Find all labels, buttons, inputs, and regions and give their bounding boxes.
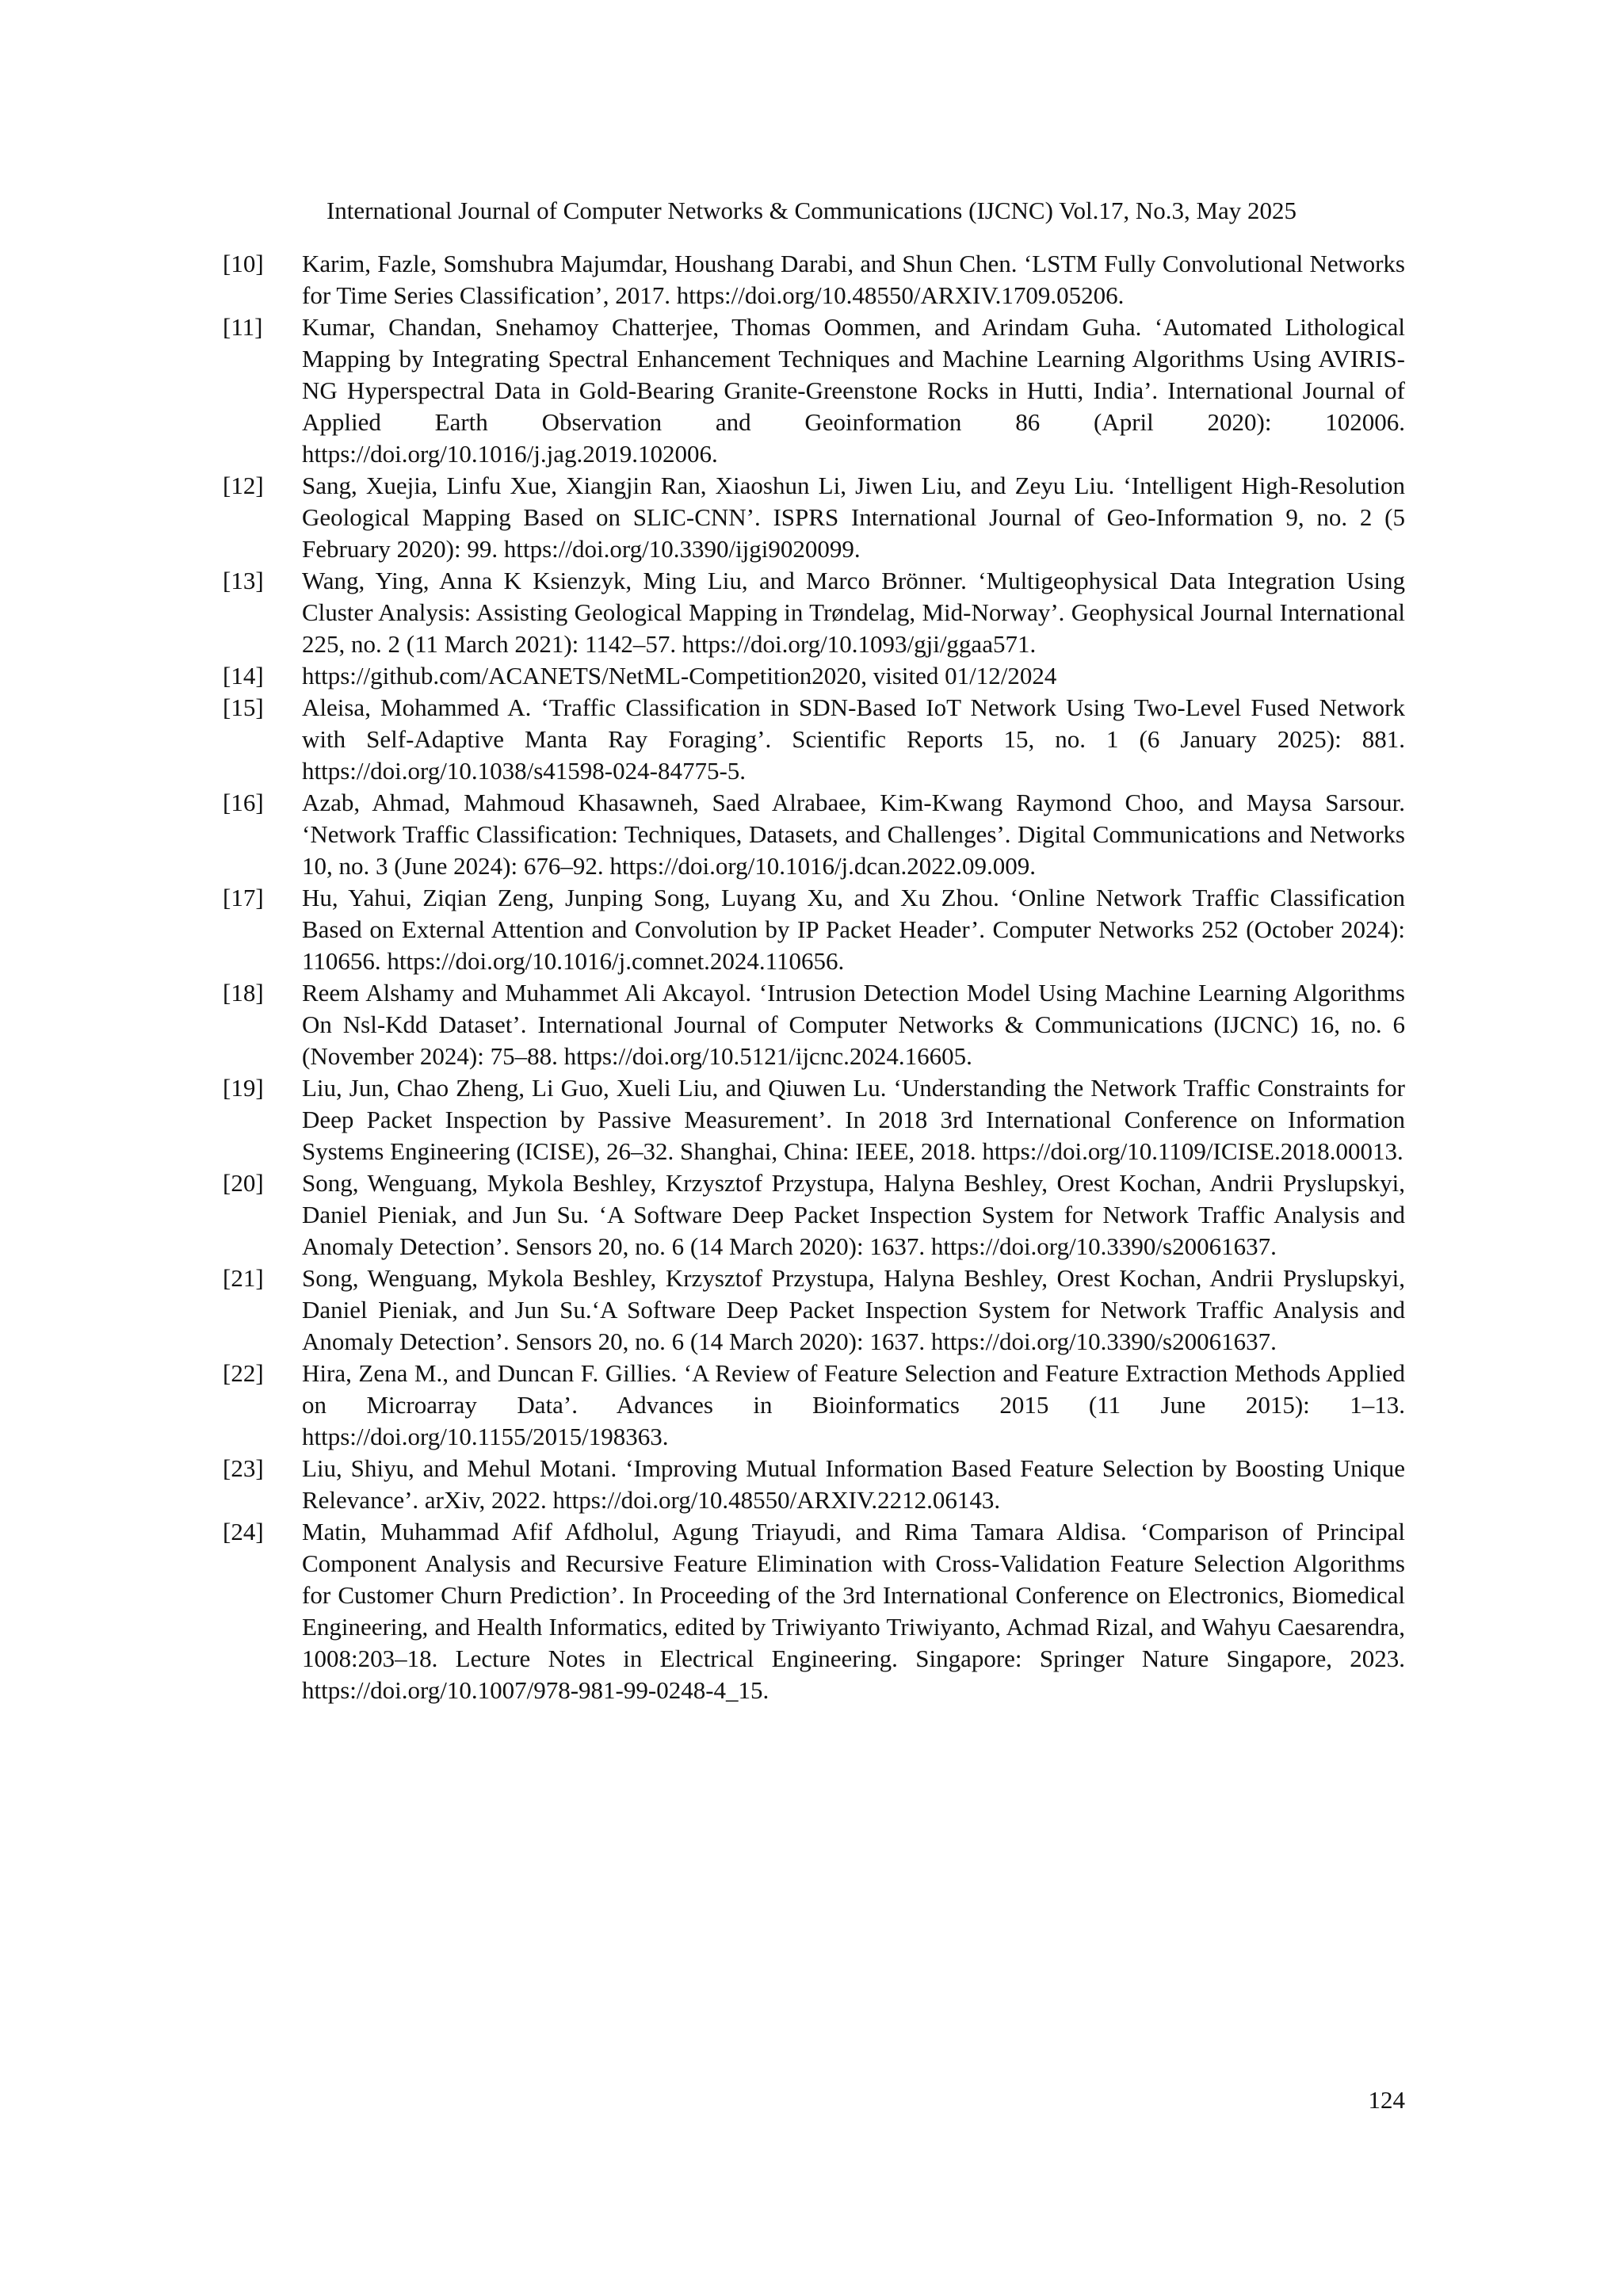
- reference-text: Karim, Fazle, Somshubra Majumdar, Houshang Darabi, and Shun Chen. ‘LSTM Fully Convolutional Networks for Time Series Classification’, 2017. https://doi.org/10.48550/ARXIV.1709.05206.: [302, 250, 1405, 309]
- reference-item: [223, 311, 1405, 470]
- reference-number: [20]: [223, 1169, 264, 1197]
- reference-number: [12]: [223, 472, 264, 499]
- reference-number: [21]: [223, 1264, 264, 1292]
- reference-text: Song, Wenguang, Mykola Beshley, Krzysztof Przystupa, Halyna Beshley, Orest Kochan, Andrii Pryslupskyi, Daniel Pieniak, and Jun Su.‘A Software Deep Packet Inspection System for Network Traffic Analysis and Anomaly Detection’. Sensors 20, no. 6 (14 March 2020): 1637. https://doi.org/10.3390/s20061637.: [302, 1264, 1405, 1355]
- reference-text: Hira, Zena M., and Duncan F. Gillies. ‘A Review of Feature Selection and Feature Extraction Methods Applied on Microarray Data’. Advances in Bioinformatics 2015 (11 June 2015): 1–13. https://doi.org/10.1155/2015/198363.: [302, 1359, 1405, 1450]
- reference-item: [223, 977, 1405, 1072]
- reference-text: Hu, Yahui, Ziqian Zeng, Junping Song, Luyang Xu, and Xu Zhou. ‘Online Network Traffic Classification Based on External Attention and Convolution by IP Packet Header’. Computer Networks 252 (October 2024): 110656. https://doi.org/10.1016/j.comnet.2024.110656.: [302, 884, 1405, 975]
- reference-item: [223, 1263, 1405, 1358]
- reference-text: Matin, Muhammad Afif Afdholul, Agung Triayudi, and Rima Tamara Aldisa. ‘Comparison of Principal Component Analysis and Recursive Feature Elimination with Cross-Validation Feature Selection Algorithms for Customer Churn Prediction’. In Proceeding of the 3rd International Conference on Electronics, Biomedical Engineering, and Health Informatics, edited by Triwiyanto Triwiyanto, Achmad Rizal, and Wahyu Caesarendra, 1008:203–18. Lecture Notes in Electrical Engineering. Singapore: Springer Nature Singapore, 2023. https://doi.org/10.1007/978-981-99-0248-4_15.: [302, 1518, 1405, 1704]
- page-number: 124: [1368, 2086, 1405, 2114]
- reference-text: Azab, Ahmad, Mahmoud Khasawneh, Saed Alrabaee, Kim-Kwang Raymond Choo, and Maysa Sarsour. ‘Network Traffic Classification: Techniques, Datasets, and Challenges’. Digital Communications and Networks 10, no. 3 (June 2024): 676–92. https://doi.org/10.1016/j.dcan.2022.09.009.: [302, 789, 1405, 880]
- reference-item: [223, 1516, 1405, 1706]
- reference-item: [223, 1453, 1405, 1516]
- reference-text: Liu, Shiyu, and Mehul Motani. ‘Improving Mutual Information Based Feature Selection by Boosting Unique Relevance’. arXiv, 2022. https://doi.org/10.48550/ARXIV.2212.06143.: [302, 1454, 1405, 1514]
- reference-number: [17]: [223, 884, 264, 911]
- reference-item: [223, 565, 1405, 660]
- reference-text: Aleisa, Mohammed A. ‘Traffic Classification in SDN-Based IoT Network Using Two-Level Fused Network with Self-Adaptive Manta Ray Foraging’. Scientific Reports 15, no. 1 (6 January 2025): 881. https://doi.org/10.1038/s41598-024-84775-5.: [302, 693, 1405, 785]
- reference-item: [223, 692, 1405, 787]
- reference-number: [19]: [223, 1074, 264, 1102]
- reference-item: [223, 1358, 1405, 1453]
- reference-item: [223, 660, 1405, 692]
- reference-number: [16]: [223, 789, 264, 816]
- reference-number: [23]: [223, 1454, 264, 1482]
- reference-number: [13]: [223, 567, 264, 594]
- reference-number: [15]: [223, 693, 264, 721]
- reference-item: [223, 470, 1405, 565]
- reference-number: [14]: [223, 662, 264, 690]
- reference-text: Sang, Xuejia, Linfu Xue, Xiangjin Ran, Xiaoshun Li, Jiwen Liu, and Zeyu Liu. ‘Intelligent High-Resolution Geological Mapping Based on SLIC-CNN’. ISPRS International Journal of Geo-Information 9, no. 2 (5 February 2020): 99. https://doi.org/10.3390/ijgi9020099.: [302, 472, 1405, 563]
- reference-number: [10]: [223, 250, 264, 277]
- reference-number: [11]: [223, 313, 263, 341]
- reference-text: Reem Alshamy and Muhammet Ali Akcayol. ‘Intrusion Detection Model Using Machine Learning Algorithms On Nsl-Kdd Dataset’. International Journal of Computer Networks & Communications (IJCNC) 16, no. 6 (November 2024): 75–88. https://doi.org/10.5121/ijcnc.2024.16605.: [302, 979, 1405, 1070]
- reference-number: [24]: [223, 1518, 264, 1545]
- reference-number: [18]: [223, 979, 264, 1007]
- reference-list: [223, 248, 1405, 1706]
- reference-text: Liu, Jun, Chao Zheng, Li Guo, Xueli Liu, and Qiuwen Lu. ‘Understanding the Network Traffic Constraints for Deep Packet Inspection by Passive Measurement’. In 2018 3rd International Conference on Information Systems Engineering (ICISE), 26–32. Shanghai, China: IEEE, 2018. https://doi.org/10.1109/ICISE.2018.00013.: [302, 1074, 1405, 1165]
- reference-text: Wang, Ying, Anna K Ksienzyk, Ming Liu, and Marco Brönner. ‘Multigeophysical Data Integration Using Cluster Analysis: Assisting Geological Mapping in Trøndelag, Mid-Norway’. Geophysical Journal International 225, no. 2 (11 March 2021): 1142–57. https://doi.org/10.1093/gji/ggaa571.: [302, 567, 1405, 658]
- reference-item: [223, 1167, 1405, 1263]
- reference-text: Kumar, Chandan, Snehamoy Chatterjee, Thomas Oommen, and Arindam Guha. ‘Automated Lithological Mapping by Integrating Spectral Enhancement Techniques and Machine Learning Algorithms Using AVIRIS-NG Hyperspectral Data in Gold-Bearing Granite-Greenstone Rocks in Hutti, India’. International Journal of Applied Earth Observation and Geoinformation 86 (April 2020): 102006. https://doi.org/10.1016/j.jag.2019.102006.: [302, 313, 1405, 468]
- reference-text: Song, Wenguang, Mykola Beshley, Krzysztof Przystupa, Halyna Beshley, Orest Kochan, Andrii Pryslupskyi, Daniel Pieniak, and Jun Su. ‘A Software Deep Packet Inspection System for Network Traffic Analysis and Anomaly Detection’. Sensors 20, no. 6 (14 March 2020): 1637. https://doi.org/10.3390/s20061637.: [302, 1169, 1405, 1260]
- reference-item: [223, 1072, 1405, 1167]
- reference-item: [223, 787, 1405, 882]
- running-header: International Journal of Computer Networks & Communications (IJCNC) Vol.17, No.3, May 2025: [326, 197, 1297, 224]
- reference-item: [223, 882, 1405, 977]
- reference-text: https://github.com/ACANETS/NetML-Competition2020, visited 01/12/2024: [302, 662, 1057, 690]
- reference-number: [22]: [223, 1359, 264, 1387]
- reference-item: [223, 248, 1405, 311]
